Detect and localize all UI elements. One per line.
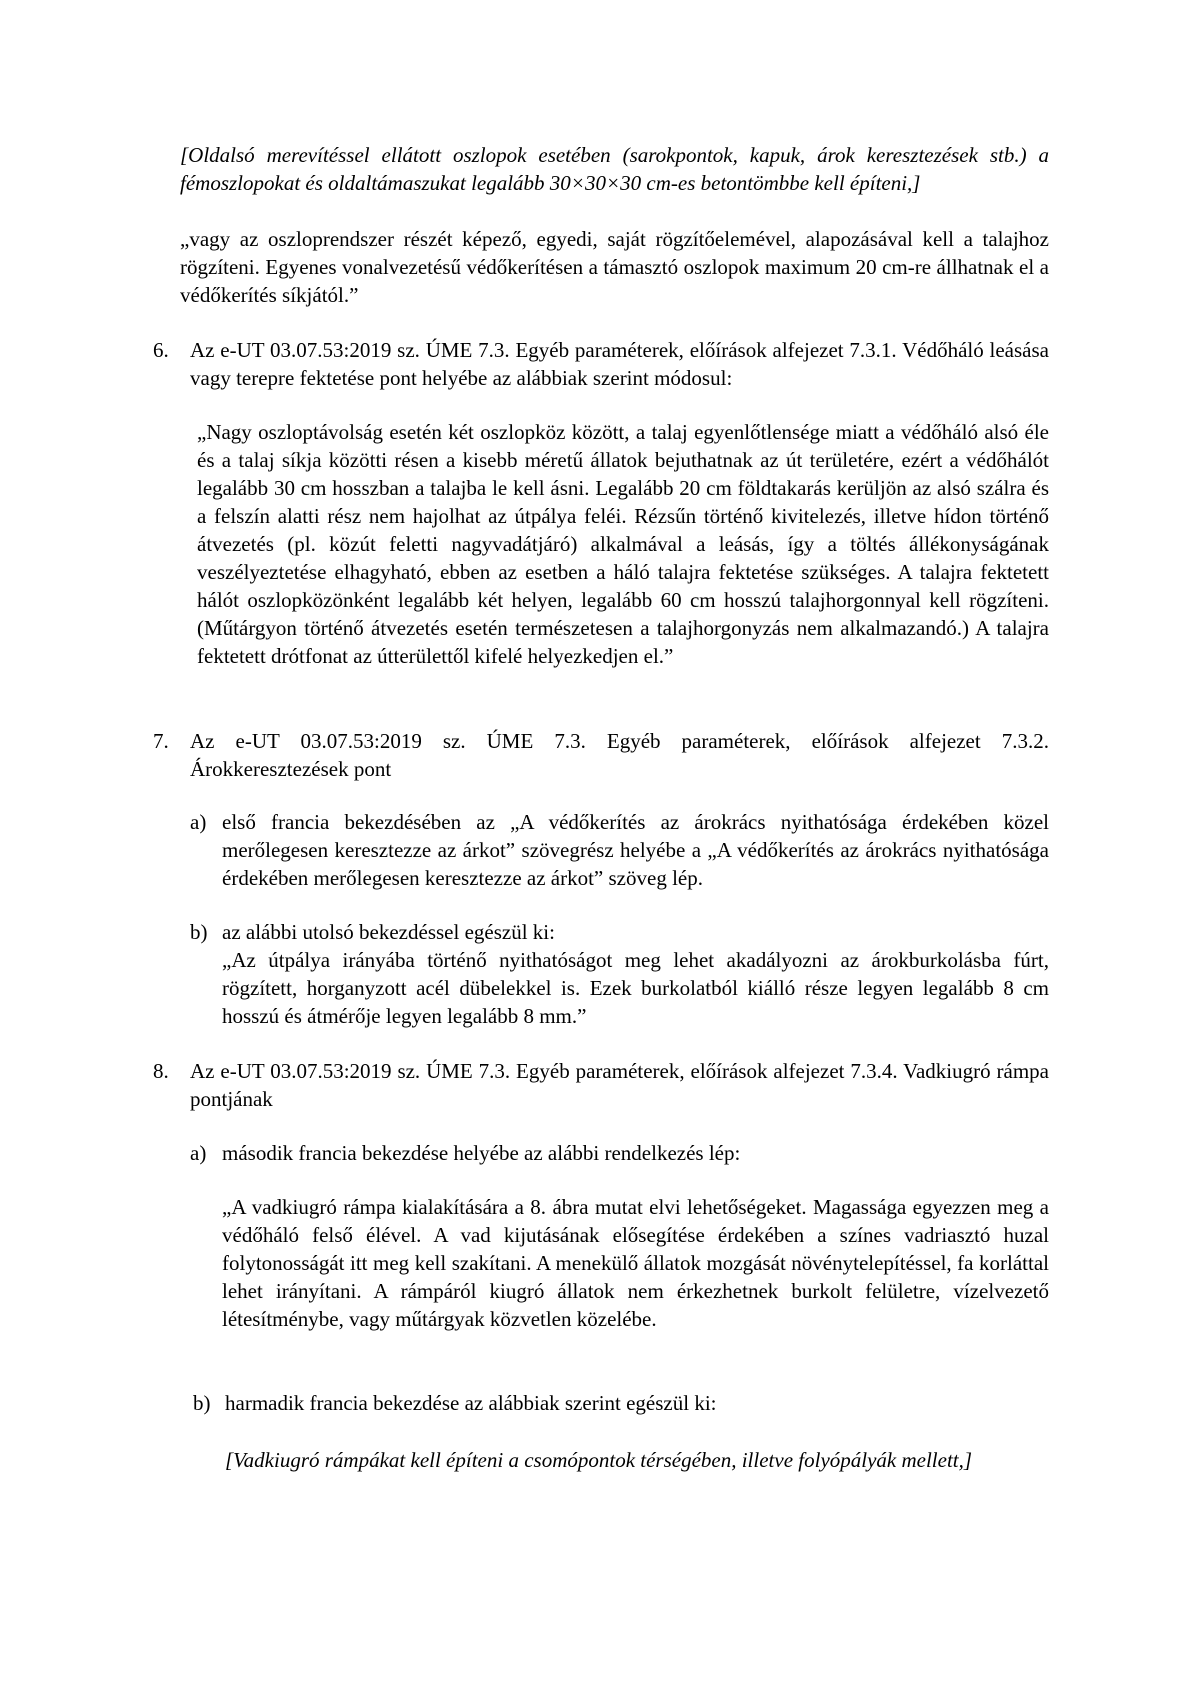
item-7b-quote: „Az útpálya irányába történő nyithatóságot meg lehet akadályozni az árokburkolásba fúrt, rögzített, horganyzott acél dübelekkel is. Ezek burkolatból kiálló része legyen legalább 8 cm hosszú és átmérője legyen legalább 8 mm.” [222, 948, 1049, 1028]
item-8-number: 8. [153, 1059, 169, 1083]
item-7a-label: a) [190, 810, 207, 834]
item-8b-quote: [Vadkiugró rámpákat kell építeni a csomópontok térségében, illetve folyópályák mellett,] [225, 1448, 973, 1472]
item-8a-quote: „A vadkiugró rámpa kialakítására a 8. ábra mutat elvi lehetőségeket. Magassága egyezzen meg a védőháló felső élével. A vad kijutásának elősegítése érdekében a színes vadriasztó huzal folytonosságát itt meg kell szakítani. A menekülő állatok mozgását növénytelepítéssel, fa korláttal lehet irányítani. A rámpáról kiugró állatok nem érkezhetnek burkolt felületre, vízelvezető létesítménybe, vagy műtárgyak közvetlen közelébe. [222, 1195, 1049, 1331]
item-7a-text: első francia bekezdésében az „A védőkerítés az árokrács nyithatósága érdekében közel merőlegesen keresztezze az árkot” szövegrész helyébe a „A védőkerítés az árokrács nyithatósága érdekében merőlegesen keresztezze az árkot” szöveg lép. [222, 810, 1049, 890]
italic-note-oszlopok: [Oldalsó merevítéssel ellátott oszlopok esetében (sarokpontok, kapuk, árok keresztezések stb.) a fémoszlopokat és oldaltámaszukat legalább 30×30×30 cm-es betontömbbe kell építeni,] [180, 143, 1049, 195]
item-7-number: 7. [153, 729, 169, 753]
item-6-heading: Az e-UT 03.07.53:2019 sz. ÚME 7.3. Egyéb paraméterek, előírások alfejezet 7.3.1. Védőháló leásása vagy terepre fektetése pont helyébe az alábbiak szerint módosul: [190, 338, 1049, 390]
item-6-number: 6. [153, 338, 169, 362]
item-8-heading: Az e-UT 03.07.53:2019 sz. ÚME 7.3. Egyéb paraméterek, előírások alfejezet 7.3.4. Vadkiugró rámpa pontjának [190, 1059, 1049, 1111]
item-7-heading: Az e-UT 03.07.53:2019 sz. ÚME 7.3. Egyéb paraméterek, előírások alfejezet 7.3.2. Árokkeresztezések pont [190, 729, 1049, 781]
item-6-quote: „Nagy oszloptávolság esetén két oszlopköz között, a talaj egyenlőtlensége miatt a védőháló alsó éle és a talaj síkja közötti résen a kisebb méretű állatok bejuthatnak az út területére, ezért a védőhálót legalább 30 cm hosszban a talajba le kell ásni. Legalább 20 cm földtakarás kerüljön az alsó szálra és a felszín alatti rész nem hajolhat az útpálya feléi. Rézsűn történő kivitelezés, illetve hídon történő átvezetés (pl. közút feletti nagyvadátjáró) alkalmával a leásás, így a töltés állékonyságának veszélyeztetése elhagyható, ebben az esetben a háló talajra fektetése szükséges. A talajra fektetett hálót oszlopközönként legalább két helyen, legalább 60 cm hosszú talajhorgonnyal kell rögzíteni. (Műtárgyon történő átvezetés esetén természetesen a talajhorgonyzás nem alkalmazandó.) A talajra fektetett drótfonat az útterülettől kifelé helyezkedjen el.” [197, 420, 1049, 668]
quote-oszloprendszer: „vagy az oszloprendszer részét képező, egyedi, saját rögzítőelemével, alapozásával kell a talajhoz rögzíteni. Egyenes vonalvezetésű védőkerítésen a támasztó oszlopok maximum 20 cm-re állhatnak el a védőkerítés síkjától.” [180, 227, 1049, 307]
item-8b-label: b) [193, 1391, 211, 1415]
item-7b-intro: az alábbi utolsó bekezdéssel egészül ki: [222, 920, 555, 944]
item-7b-label: b) [190, 920, 208, 944]
item-8b-text: harmadik francia bekezdése az alábbiak szerint egészül ki: [225, 1391, 717, 1415]
item-8a-text: második francia bekezdése helyébe az alábbi rendelkezés lép: [222, 1141, 741, 1165]
item-8a-label: a) [190, 1141, 207, 1165]
